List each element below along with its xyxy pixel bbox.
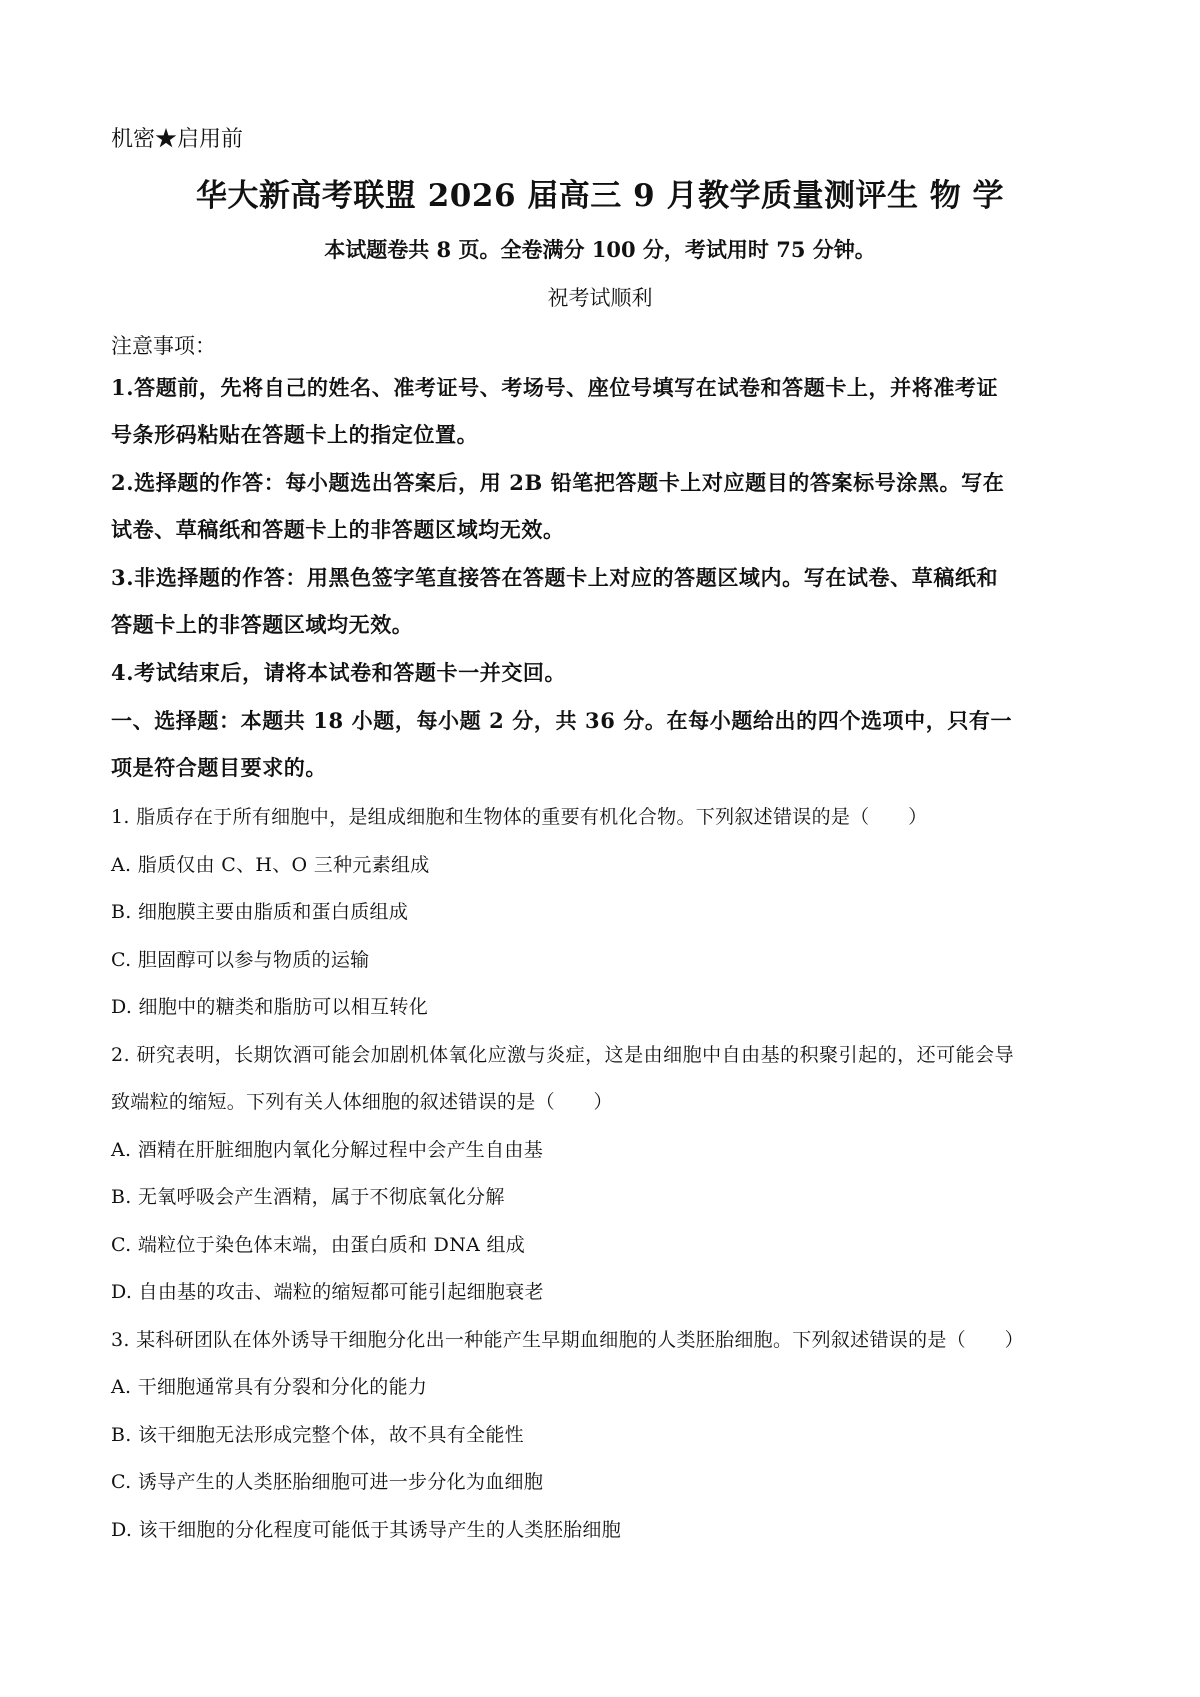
exam-title: 华大新高考联盟 2026 届高三 9 月教学质量测评生 物 学 <box>195 178 1005 214</box>
notice-line: 4.考试结束后，请将本试卷和答题卡一并交回。 <box>111 660 567 685</box>
notice-line: 1.答题前，先将自己的姓名、准考证号、考场号、座位号填写在试卷和答题卡上，并将准考证 <box>111 375 999 400</box>
question-stem: 致端粒的缩短。下列有关人体细胞的叙述错误的是（ ） <box>111 1091 613 1113</box>
notice-line: 答题卡上的非答题区域均无效。 <box>111 612 414 637</box>
question-stem: 2. 研究表明，长期饮酒可能会加剧机体氧化应激与炎症，这是由细胞中自由基的积聚引起的，还可能会导 <box>111 1044 1015 1066</box>
exam-subtitle: 本试题卷共 8 页。全卷满分 100 分，考试用时 75 分钟。 <box>324 237 876 262</box>
question-option: B. 该干细胞无法形成完整个体，故不具有全能性 <box>111 1424 524 1446</box>
question-option: D. 自由基的攻击、端粒的缩短都可能引起细胞衰老 <box>111 1281 544 1303</box>
question-option: C. 诱导产生的人类胚胎细胞可进一步分化为血细胞 <box>111 1471 544 1493</box>
question-stem: 3. 某科研团队在体外诱导干细胞分化出一种能产生早期血细胞的人类胚胎细胞。下列叙述错误的是（ ） <box>111 1329 1024 1351</box>
good-luck-text: 祝考试顺利 <box>547 286 653 310</box>
question-option: C. 胆固醇可以参与物质的运输 <box>111 949 370 971</box>
notice-line: 2.选择题的作答：每小题选出答案后，用 2B 铅笔把答题卡上对应题目的答案标号涂黑。写在 <box>111 470 1005 495</box>
question-option: D. 该干细胞的分化程度可能低于其诱导产生的人类胚胎细胞 <box>111 1519 622 1541</box>
question-option: C. 端粒位于染色体末端，由蛋白质和 DNA 组成 <box>111 1234 526 1256</box>
notice-line: 号条形码粘贴在答题卡上的指定位置。 <box>111 422 479 447</box>
notice-line: 试卷、草稿纸和答题卡上的非答题区域均无效。 <box>111 517 565 542</box>
question-option: A. 干细胞通常具有分裂和分化的能力 <box>111 1376 428 1398</box>
question-option: B. 细胞膜主要由脂质和蛋白质组成 <box>111 901 409 923</box>
question-stem: 1. 脂质存在于所有细胞中，是组成细胞和生物体的重要有机化合物。下列叙述错误的是（ ） <box>111 806 928 828</box>
notice-line: 3.非选择题的作答：用黑色签字笔直接答在答题卡上对应的答题区域内。写在试卷、草稿纸和 <box>111 565 999 590</box>
section-heading: 一、选择题：本题共 18 小题，每小题 2 分，共 36 分。在每小题给出的四个选项中，只有一 <box>111 708 1013 733</box>
question-option: D. 细胞中的糖类和脂肪可以相互转化 <box>111 996 429 1018</box>
notice-heading: 注意事项： <box>111 334 216 358</box>
question-option: A. 脂质仅由 C、H、O 三种元素组成 <box>111 854 430 876</box>
question-option: A. 酒精在肝脏细胞内氧化分解过程中会产生自由基 <box>111 1139 544 1161</box>
question-option: B. 无氧呼吸会产生酒精，属于不彻底氧化分解 <box>111 1186 505 1208</box>
confidential-label: 机密★启用前 <box>111 127 244 152</box>
section-heading: 项是符合题目要求的。 <box>111 755 327 780</box>
